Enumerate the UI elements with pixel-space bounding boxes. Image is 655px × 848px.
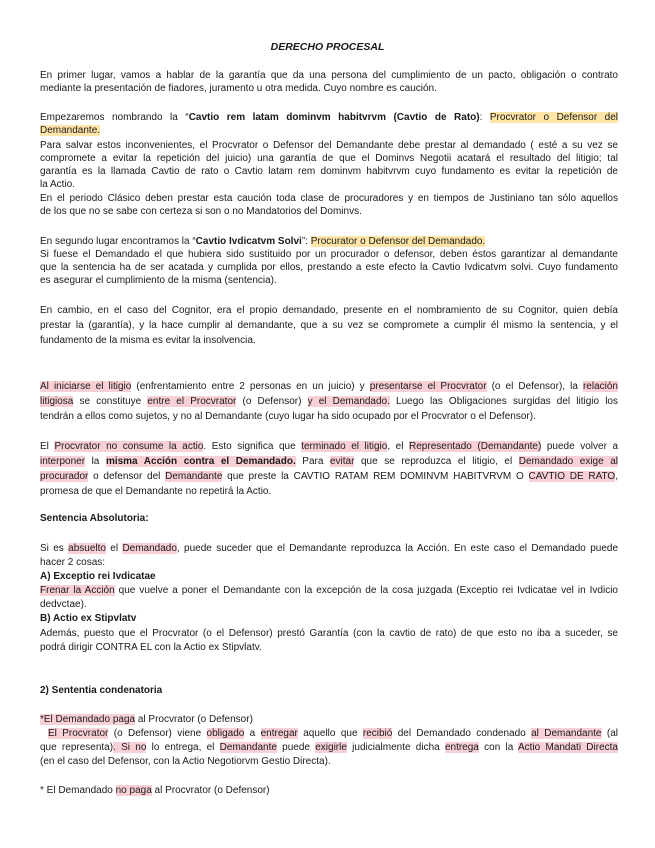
litigio-line-2: litigiosa se constituye entre el Procvrator (o Defensor) y el Demandado. Luego las Obligaciones surgidas del litigio los bbox=[40, 396, 618, 407]
consume-line-4: promesa de que el Demandante no repetirá la Actio. bbox=[40, 486, 272, 497]
exceptio-line-2: dedvctae). bbox=[40, 599, 87, 610]
rato-line-5: garantía es la llamada Cavtio de rato o Cavtio latam rem dominvm habitvrvm cuyo fundamento es evitar la repetición de bbox=[40, 166, 618, 177]
consume-line-2: interponer la misma Acción contra el Demandado. Para evitar que se reproduzca el litigio, el Demandado exige al bbox=[40, 456, 618, 467]
cognitor-line-2: prestar la (garantía), y la hace cumplir al demandante, que a su vez se compromete a cumplir él mismo la sentencia, y el bbox=[40, 320, 618, 331]
cognitor-line-3: fundamento de la misma es evitar la insolvencia. bbox=[40, 335, 256, 346]
cavtio-solvi-term: Cavtio Ivdicatvm Solvi bbox=[195, 236, 302, 247]
rato-line-4: compromete a evitar la repetición del juicio) una garantía de que el Dominvs Negotii acatará el resultado del litigio; tal bbox=[40, 153, 618, 164]
intro-line-1: En primer lugar, vamos a hablar de la garantía que da una persona del cumplimiento de un pacto, obligación o contrato bbox=[40, 70, 618, 81]
rato-line-2 bbox=[40, 125, 618, 137]
absolutoria-heading: Sentencia Absolutoria: bbox=[40, 513, 149, 524]
condenatoria-line-5: * El Demandado no paga al Procvrator (o Defensor) bbox=[40, 785, 270, 796]
cognitor-line-1: En cambio, en el caso del Cognitor, era el propio demandado, presente en el nombramiento de su Cognitor, quien debía bbox=[40, 305, 618, 316]
solvi-line-3: que la sentencia ha de ser acatada y cumplida por ellos, prestando a este efecto la Cavtio Ivdicatvm solvi. Cuyo fundamento bbox=[40, 262, 618, 273]
rato-line-8: de los que no se sabe con certeza si son o no Mandatorios del Dominvs. bbox=[40, 206, 362, 217]
solvi-line-4: es asegurar el cumplimiento de la misma (sentencia). bbox=[40, 275, 277, 286]
rato-line-1: Empezaremos nombrando la “Cavtio rem latam dominvm habitvrvm (Cavtio de Rato): Procvrator o Defensor del bbox=[40, 112, 618, 123]
stipvlatv-line-1: Además, puesto que el Procvrator (o el Defensor) prestó Garantía (con la cavtio de rato) de que esto no iba a suceder, se bbox=[40, 628, 618, 639]
litigio-line-1: Al iniciarse el litigio (enfrentamiento entre 2 personas en un juicio) y presentarse el Procvrator (o el Defensor), la relación bbox=[40, 381, 618, 392]
highlight-demandante: Demandante. bbox=[40, 125, 101, 136]
exceptio-heading: A) Exceptio rei Ivdicatae bbox=[40, 571, 156, 582]
condenatoria-line-4: (en el caso del Defensor, con la Actio Negotiorvm Gestio Directa). bbox=[40, 756, 331, 767]
absolutoria-line-2: hacer 2 cosas: bbox=[40, 557, 106, 568]
stipvlatv-line-2: podrá dirigir CONTRA ÉL con la Actio ex Stipvlatv. bbox=[40, 642, 262, 653]
condenatoria-line-2: El Procvrator (o Defensor) viene obligado a entregar aquello que recibió del Demandado condenado al Demandante (al bbox=[48, 728, 618, 739]
page-title: DERECHO PROCESAL bbox=[270, 41, 385, 53]
solvi-line-2: Si fuese el Demandado el que hubiera sido sustituido por un procurador o defensor, deben éstos garantizar al demandante bbox=[40, 249, 618, 260]
stipvlatv-heading: B) Actio ex Stipvlatv bbox=[40, 613, 137, 624]
condenatoria-line-1: *El Demandado paga al Procvrator (o Defensor) bbox=[40, 714, 253, 725]
highlight-procurator-demandado: Procurator o Defensor del Demandado. bbox=[310, 236, 486, 247]
exceptio-line-1: Frenar la Acción que vuelve a poner el Demandante con la excepción de la cosa juzgada (Exceptio rei Ivdicatae vel in Ivdicio bbox=[40, 585, 618, 596]
condenatoria-heading: 2) Sententia condenatoria bbox=[40, 685, 163, 696]
solvi-line-1: En segundo lugar encontramos la “Cavtio Ivdicatvm Solvi”: Procurator o Defensor del Demandado. bbox=[40, 236, 486, 247]
intro-line-2: mediante la presentación de fiadores, juramento u otra medida. Cuyo nombre es caución. bbox=[40, 83, 437, 94]
highlight-procvrator-demandante: Procvrator o Defensor del bbox=[489, 112, 618, 123]
condenatoria-line-3: que representa). Si no lo entrega, el Demandante puede exigirle judicialmente dicha entrega con la Actio Mandati Directa bbox=[40, 742, 618, 753]
rato-line-6: la Actio. bbox=[40, 179, 76, 190]
cavtio-rato-term: Cavtio rem latam dominvm habitvrvm (Cavtio de Rato) bbox=[188, 112, 480, 123]
rato-line-7: En el periodo Clásico deben prestar esta caución toda clase de procuradores y en tiempos de Justiniano tan sólo aquellos bbox=[40, 193, 618, 204]
absolutoria-line-1: Si es absuelto el Demandado, puede suceder que el Demandante reproduzca la Acción. En este caso el Demandado puede bbox=[40, 543, 618, 554]
rato-line-3: Para salvar estos inconvenientes, el Procvrator o Defensor del Demandante debe prestar al demandado ( esté a su vez se bbox=[40, 140, 618, 151]
litigio-line-3: tendrán a ellos como sujetos, y no al Demandante (cuyo lugar ha sido ocupado por el Procvrator o el Defensor). bbox=[40, 411, 536, 422]
consume-line-3: procurador o defensor del Demandante que preste la CAVTIO RATAM REM DOMINVM HABITVRVM O CAVTIO DE RATO, bbox=[40, 471, 618, 482]
consume-line-1: El Procvrator no consume la actio. Esto significa que terminado el litigio, el Representado (Demandante) puede volver a bbox=[40, 441, 618, 452]
